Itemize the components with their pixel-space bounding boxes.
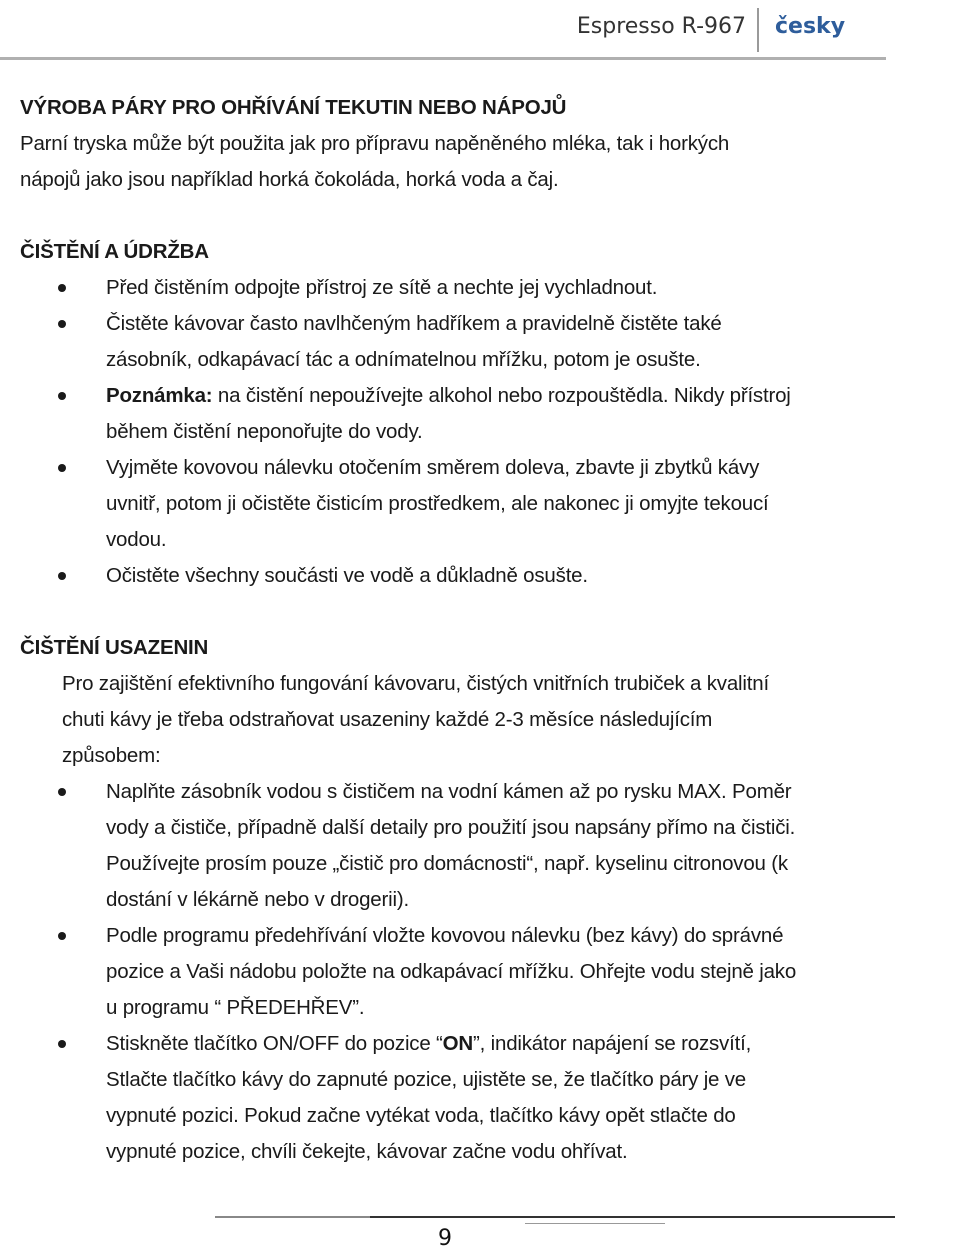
bullet-icon <box>58 572 66 580</box>
page-header <box>0 0 960 60</box>
paragraph-line: způsobem: <box>62 744 161 767</box>
footer-rule <box>370 1216 895 1218</box>
section-title-descaling: ČIŠTĚNÍ USAZENIN <box>20 636 209 659</box>
list-item: Před čistěním odpojte přístroj ze sítě a nechte jej vychladnout. <box>20 270 880 306</box>
descaling-list <box>20 774 880 1170</box>
paragraph-line: Parní tryska může být použita jak pro přípravu napěněného mléka, tak i horkých <box>20 132 730 155</box>
bullet-icon <box>58 464 66 472</box>
section-title-cleaning: ČIŠTĚNÍ A ÚDRŽBA <box>20 240 209 263</box>
bullet-icon <box>58 932 66 940</box>
list-item: Čistěte kávovar často navlhčeným hadříkem a pravidelně čistěte také zásobník, odkapávací tác a odnímatelnou mřížku, potom je osušte. <box>20 306 880 378</box>
paragraph-line: chuti kávy je třeba odstraňovat usazeniny každé 2-3 měsíce následujícím <box>62 708 713 731</box>
bullet-icon <box>58 1040 66 1048</box>
footer-rule <box>525 1223 665 1224</box>
bullet-icon <box>58 392 66 400</box>
footer-rule <box>215 1216 395 1218</box>
cleaning-list <box>20 270 880 594</box>
page-number: 9 <box>438 1226 452 1251</box>
list-item: Podle programu předehřívání vložte kovovou nálevku (bez kávy) do správné pozice a Vaši nádobu položte na odkapávací mřížku. Ohřejte vodu stejně jako u programu “ PŘEDEHŘEV”. <box>20 918 880 1026</box>
bullet-icon <box>58 788 66 796</box>
spacer <box>20 198 880 234</box>
paragraph-line: Pro zajištění efektivního fungování kávovaru, čistých vnitřních trubiček a kvalitní <box>62 672 769 695</box>
spacer <box>20 594 880 630</box>
document-body <box>20 90 880 1170</box>
bullet-icon <box>58 320 66 328</box>
bullet-icon <box>58 284 66 292</box>
list-item: Naplňte zásobník vodou s čističem na vodní kámen až po rysku MAX. Poměr vody a čističe, případně další detaily pro použití jsou napsány přímo na čističi. Používejte prosím pouze „čistič pro domácnosti“, např. kyselinu citronovou (k dostání v lékárně nebo v drogerii). <box>20 774 880 918</box>
on-label: ON <box>442 1032 474 1055</box>
header-model-name: Espresso R-967 <box>576 14 746 39</box>
list-item: Vyjměte kovovou nálevku otočením směrem doleva, zbavte ji zbytků kávy uvnitř, potom ji očistěte čisticím prostředkem, ale nakonec ji omyjte tekoucí vodou. <box>20 450 880 558</box>
list-item: Očistěte všechny součásti ve vodě a důkladně osušte. <box>20 558 880 594</box>
header-rule <box>0 57 886 60</box>
paragraph-line: nápojů jako jsou například horká čokoláda, horká voda a čaj. <box>20 168 559 191</box>
header-language: česky <box>775 14 846 39</box>
header-separator <box>757 8 759 52</box>
section-title-steam: VÝROBA PÁRY PRO OHŘÍVÁNÍ TEKUTIN NEBO NÁPOJŮ <box>20 96 567 119</box>
list-item: Stiskněte tlačítko ON/OFF do pozice “ON”, indikátor napájení se rozsvítí, Stlačte tlačítko kávy do zapnuté pozice, ujistěte se, že tlačítko páry je ve vypnuté pozici. Pokud začne vytékat voda, tlačítko kávy opět stlačte do vypnuté pozice, chvíli čekejte, kávovar začne vodu ohřívat. <box>20 1026 880 1170</box>
list-item: Poznámka: na čistění nepoužívejte alkohol nebo rozpouštědla. Nikdy přístroj během čistění neponořujte do vody. <box>20 378 880 450</box>
note-label: Poznámka: <box>106 384 213 407</box>
